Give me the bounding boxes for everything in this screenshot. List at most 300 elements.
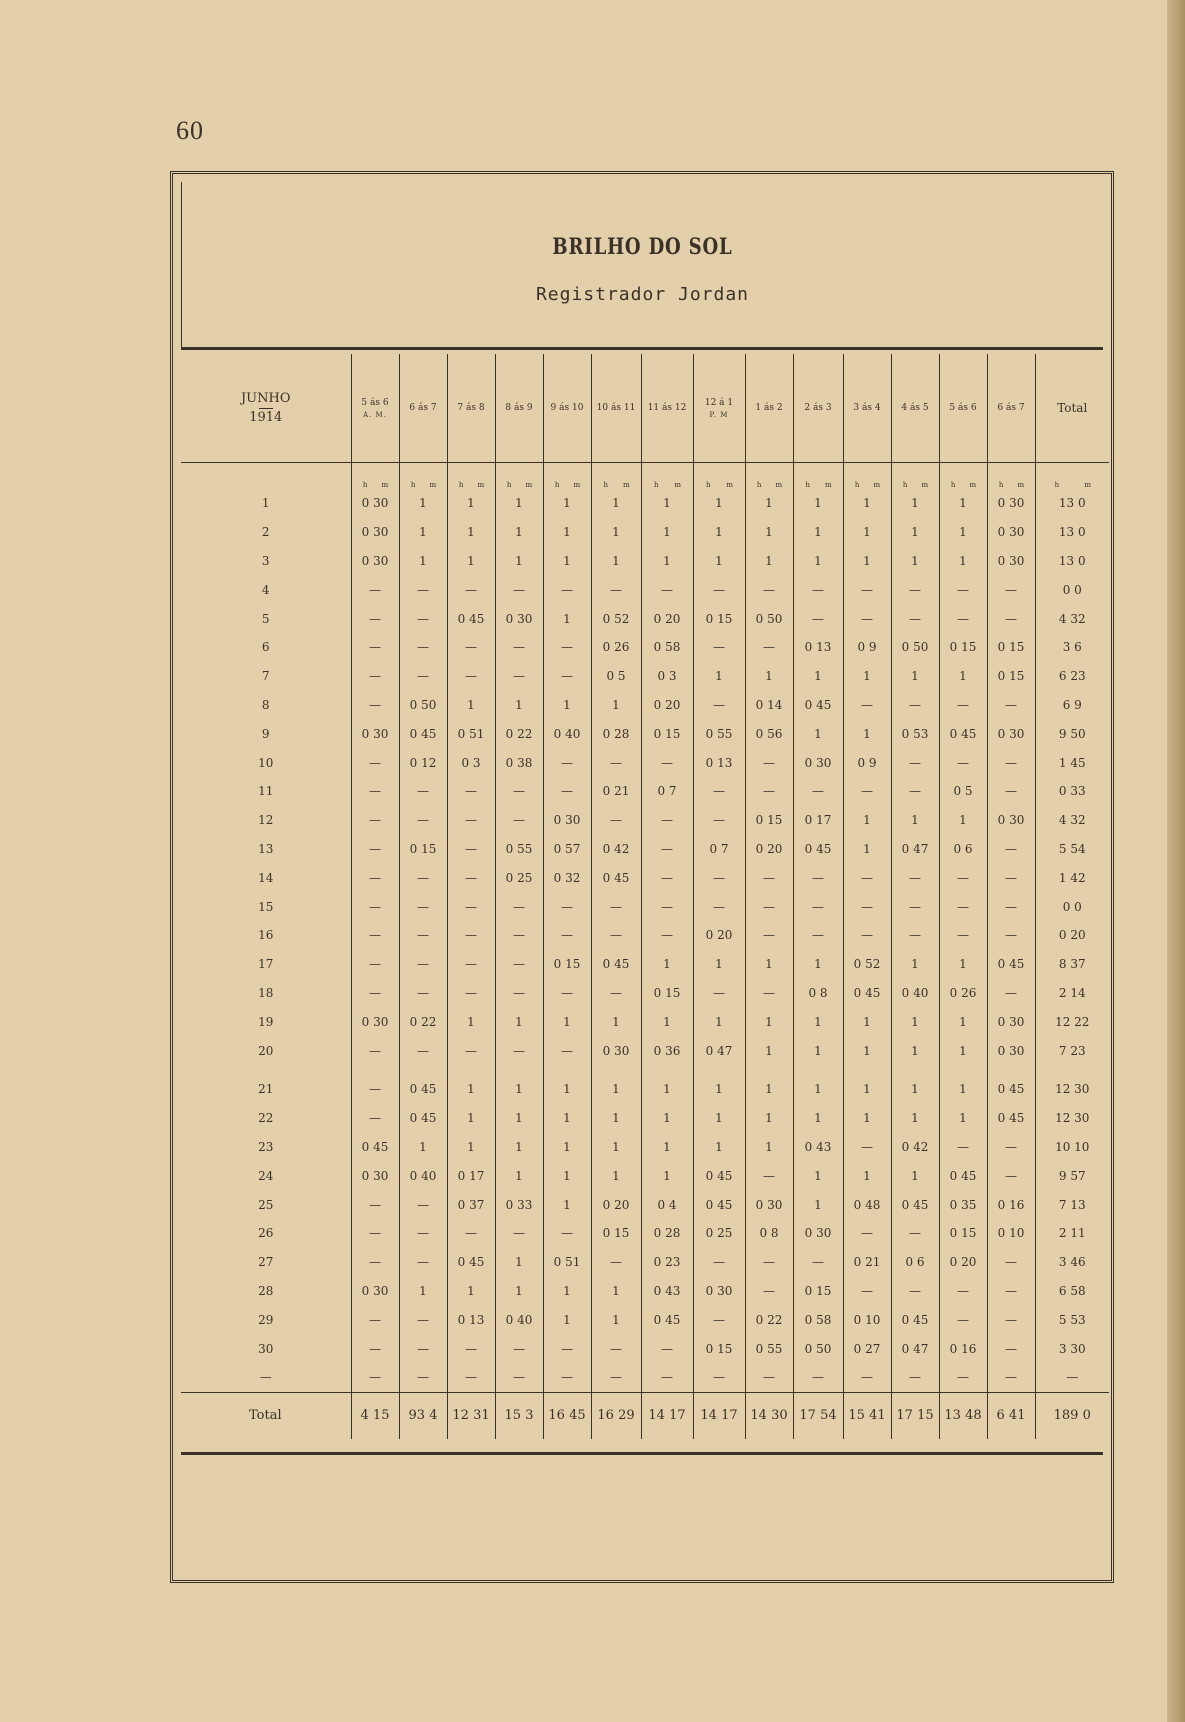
row-total-cell: 6 23	[1035, 662, 1109, 691]
value-cell: 1	[793, 518, 843, 547]
row-total-cell: 1 45	[1035, 748, 1109, 777]
month-label: JUNHO	[240, 390, 291, 406]
table-row	[181, 691, 1109, 720]
value-cell: 1	[843, 806, 891, 835]
value-cell: —	[939, 1277, 987, 1306]
value-cell: —	[543, 748, 591, 777]
value-cell: 1	[939, 662, 987, 691]
value-cell: —	[939, 1133, 987, 1162]
value-cell: —	[399, 1219, 447, 1248]
row-total-cell: 9 50	[1035, 719, 1109, 748]
unit-cell	[693, 463, 745, 490]
value-cell: 0 22	[745, 1305, 793, 1334]
unit-cell	[891, 463, 939, 490]
spacer-cell	[891, 1065, 939, 1075]
value-cell: 0 10	[987, 1219, 1035, 1248]
value-cell: —	[745, 863, 793, 892]
value-cell: —	[641, 863, 693, 892]
value-cell: —	[351, 1075, 399, 1104]
value-cell: —	[399, 633, 447, 662]
table-row	[181, 575, 1109, 604]
value-cell: —	[939, 863, 987, 892]
hour-column-label: 4 ás 5	[901, 403, 929, 413]
value-cell: 0 45	[939, 719, 987, 748]
day-cell: 29	[258, 1312, 274, 1327]
units-row	[181, 463, 1109, 490]
table-row	[181, 1219, 1109, 1248]
row-total-cell: 2 11	[1035, 1219, 1109, 1248]
value-cell: 0 55	[693, 719, 745, 748]
value-cell: —	[447, 892, 495, 921]
value-cell: —	[399, 1248, 447, 1277]
value-cell: —	[351, 1248, 399, 1277]
value-cell: 0 15	[939, 1219, 987, 1248]
value-cell: 0 3	[447, 748, 495, 777]
value-cell: 0 30	[351, 518, 399, 547]
unit-hours: h	[706, 481, 711, 489]
row-total-cell: 7 13	[1035, 1190, 1109, 1219]
value-cell: —	[351, 1104, 399, 1133]
value-cell: —	[693, 633, 745, 662]
value-cell: —	[591, 575, 641, 604]
value-cell: 0 20	[745, 835, 793, 864]
column-total-cell: 17 15	[891, 1392, 939, 1439]
value-cell: —	[591, 979, 641, 1008]
value-cell: 0 20	[641, 604, 693, 633]
unit-cell	[543, 463, 591, 490]
value-cell: 0 50	[793, 1334, 843, 1363]
row-total-cell: 3 46	[1035, 1248, 1109, 1277]
value-cell: —	[843, 777, 891, 806]
unit-hours: h	[756, 481, 762, 489]
value-cell: —	[987, 1305, 1035, 1334]
spacer-cell	[399, 1065, 447, 1075]
value-cell: —	[693, 806, 745, 835]
table-row	[181, 835, 1109, 864]
value-cell: —	[399, 979, 447, 1008]
bottom-rule	[181, 1452, 1103, 1455]
table-row	[181, 1334, 1109, 1363]
hour-column-label: 5 ás 6	[361, 397, 389, 408]
value-cell: 0 26	[591, 633, 641, 662]
value-cell: —	[351, 777, 399, 806]
unit-minutes: m	[477, 481, 485, 489]
value-cell: —	[693, 691, 745, 720]
value-cell: —	[399, 921, 447, 950]
unit-minutes: m	[921, 481, 929, 489]
unit-minutes: m	[969, 481, 977, 489]
value-cell: —	[745, 1161, 793, 1190]
table-body	[181, 489, 1109, 1439]
value-cell: —	[447, 633, 495, 662]
value-cell: —	[939, 575, 987, 604]
value-cell: 1	[891, 1104, 939, 1133]
day-cell: 4	[261, 582, 270, 597]
row-total-cell: 12 30	[1035, 1104, 1109, 1133]
day-cell: 18	[258, 985, 274, 1000]
table-row	[181, 719, 1109, 748]
value-cell: 0 7	[641, 777, 693, 806]
value-cell: 1	[745, 518, 793, 547]
day-cell: 19	[258, 1014, 274, 1029]
hour-column-label: 1 ás 2	[755, 403, 783, 413]
value-cell: 1	[939, 547, 987, 576]
value-cell: —	[399, 1190, 447, 1219]
value-cell: 1	[793, 662, 843, 691]
value-cell: 0 6	[939, 835, 987, 864]
row-total-cell: 6 58	[1035, 1277, 1109, 1306]
value-cell: 1	[447, 691, 495, 720]
unit-minutes: m	[622, 481, 630, 489]
value-cell: 0 30	[987, 806, 1035, 835]
value-cell: 1	[641, 489, 693, 518]
value-cell: 1	[447, 1133, 495, 1162]
value-cell: —	[793, 1363, 843, 1392]
value-cell: 1	[543, 1133, 591, 1162]
value-cell: 1	[891, 489, 939, 518]
value-cell: 0 45	[591, 950, 641, 979]
value-cell: —	[987, 1161, 1035, 1190]
value-cell: 0 7	[693, 835, 745, 864]
value-cell: 1	[793, 719, 843, 748]
value-cell: 0 45	[693, 1190, 745, 1219]
row-total-cell: —	[1035, 1363, 1109, 1392]
value-cell: 1	[495, 1075, 543, 1104]
value-cell: 1	[793, 1036, 843, 1065]
value-cell: —	[351, 1190, 399, 1219]
value-cell: 1	[399, 1277, 447, 1306]
value-cell: 0 45	[793, 835, 843, 864]
value-cell: 1	[693, 1007, 745, 1036]
value-cell: —	[495, 1036, 543, 1065]
value-cell: 1	[745, 547, 793, 576]
value-cell: 0 13	[793, 633, 843, 662]
value-cell: 1	[745, 1104, 793, 1133]
value-cell: 0 45	[447, 1248, 495, 1277]
value-cell: 1	[745, 1036, 793, 1065]
value-cell: 1	[939, 489, 987, 518]
value-cell: 0 4	[641, 1190, 693, 1219]
value-cell: 1	[495, 1277, 543, 1306]
unit-hours: h	[458, 481, 464, 489]
value-cell: 1	[447, 547, 495, 576]
value-cell: —	[495, 777, 543, 806]
value-cell: 0 48	[843, 1190, 891, 1219]
day-cell: 15	[258, 899, 274, 914]
day-cell: 30	[258, 1341, 274, 1356]
value-cell: 0 32	[543, 863, 591, 892]
value-cell: —	[793, 1248, 843, 1277]
spacer-cell	[987, 1065, 1035, 1075]
day-cell: 20	[258, 1043, 274, 1058]
unit-cell	[495, 463, 543, 490]
spacer-cell	[641, 1065, 693, 1075]
day-cell: 16	[258, 928, 274, 943]
value-cell: 0 30	[987, 1036, 1035, 1065]
value-cell: 0 45	[399, 1075, 447, 1104]
value-cell: 0 15	[641, 979, 693, 1008]
column-total-cell: 14 17	[641, 1392, 693, 1439]
value-cell: 0 52	[843, 950, 891, 979]
spacer-cell	[843, 1065, 891, 1075]
value-cell: 1	[447, 1277, 495, 1306]
hour-column-header	[843, 354, 891, 463]
value-cell: 1	[939, 950, 987, 979]
unit-hours: h	[1054, 481, 1060, 489]
row-total-cell: 7 23	[1035, 1036, 1109, 1065]
value-cell: —	[843, 921, 891, 950]
unit-cell	[843, 463, 891, 490]
unit-hours: h	[410, 481, 416, 489]
value-cell: —	[793, 777, 843, 806]
value-cell: —	[987, 748, 1035, 777]
value-cell: 1	[891, 518, 939, 547]
value-cell: —	[987, 1133, 1035, 1162]
value-cell: 1	[641, 1007, 693, 1036]
unit-cell	[447, 463, 495, 490]
value-cell: 0 45	[987, 950, 1035, 979]
value-cell: 0 30	[987, 489, 1035, 518]
value-cell: 0 30	[987, 547, 1035, 576]
value-cell: —	[641, 575, 693, 604]
value-cell: 0 30	[745, 1190, 793, 1219]
value-cell: 0 40	[891, 979, 939, 1008]
value-cell: 0 15	[745, 806, 793, 835]
page-subtitle: Registrador Jordan	[535, 284, 750, 305]
value-cell: 1	[939, 1007, 987, 1036]
value-cell: 0 30	[987, 518, 1035, 547]
value-cell: —	[891, 777, 939, 806]
value-cell: 1	[543, 489, 591, 518]
unit-hours: h	[506, 481, 512, 489]
value-cell: 0 45	[693, 1161, 745, 1190]
hour-column-header	[591, 354, 641, 463]
value-cell: 1	[793, 1190, 843, 1219]
value-cell: 1	[399, 489, 447, 518]
value-cell: 1	[399, 1133, 447, 1162]
unit-hours: h	[603, 481, 608, 489]
unit-minutes: m	[429, 481, 437, 489]
value-cell: 1	[591, 1104, 641, 1133]
value-cell: 1	[745, 1075, 793, 1104]
value-cell: 1	[543, 1161, 591, 1190]
value-cell: —	[891, 691, 939, 720]
value-cell: —	[987, 921, 1035, 950]
value-cell: 1	[693, 662, 745, 691]
value-cell: 1	[843, 662, 891, 691]
row-total-cell: 0 0	[1035, 575, 1109, 604]
value-cell: —	[399, 662, 447, 691]
value-cell: 0 37	[447, 1190, 495, 1219]
row-total-cell: 9 57	[1035, 1161, 1109, 1190]
value-cell: 0 20	[591, 1190, 641, 1219]
value-cell: 1	[745, 1133, 793, 1162]
value-cell: —	[351, 892, 399, 921]
day-cell: 12	[258, 813, 274, 828]
value-cell: —	[495, 979, 543, 1008]
value-cell: 0 58	[641, 633, 693, 662]
value-cell: —	[447, 1363, 495, 1392]
value-cell: 1	[891, 662, 939, 691]
hour-column-header	[793, 354, 843, 463]
value-cell: 1	[447, 1104, 495, 1133]
value-cell: —	[891, 1277, 939, 1306]
table-row	[181, 806, 1109, 835]
value-cell: —	[591, 1363, 641, 1392]
value-cell: 0 8	[793, 979, 843, 1008]
unit-minutes: m	[1084, 481, 1091, 489]
value-cell: —	[591, 1334, 641, 1363]
value-cell: 0 9	[843, 748, 891, 777]
value-cell: —	[843, 604, 891, 633]
value-cell: 1	[843, 518, 891, 547]
value-cell: —	[351, 1219, 399, 1248]
unit-hours: h	[554, 481, 560, 489]
table-row	[181, 489, 1109, 518]
table-row	[181, 1277, 1109, 1306]
spacer-cell	[939, 1065, 987, 1075]
value-cell: —	[543, 777, 591, 806]
spacer-cell	[793, 1065, 843, 1075]
value-cell: —	[693, 892, 745, 921]
value-cell: 1	[843, 1036, 891, 1065]
value-cell: 1	[693, 518, 745, 547]
value-cell: —	[693, 575, 745, 604]
unit-minutes: m	[525, 481, 533, 489]
column-total-cell: 15 3	[495, 1392, 543, 1439]
value-cell: 0 30	[351, 719, 399, 748]
row-total-cell: 12 30	[1035, 1075, 1109, 1104]
value-cell: 0 30	[351, 547, 399, 576]
value-cell: 0 51	[543, 1248, 591, 1277]
unit-minutes: m	[873, 481, 881, 489]
unit-minutes: m	[381, 481, 389, 489]
value-cell: 0 45	[987, 1075, 1035, 1104]
unit-minutes: m	[674, 481, 682, 489]
value-cell: —	[351, 1363, 399, 1392]
value-cell: 1	[495, 518, 543, 547]
units-spacer	[181, 463, 351, 490]
spacer-cell	[351, 1065, 399, 1075]
row-total-cell: 3 6	[1035, 633, 1109, 662]
value-cell: 0 45	[399, 719, 447, 748]
value-cell: 1	[793, 1104, 843, 1133]
value-cell: —	[891, 748, 939, 777]
row-total-cell: 13 0	[1035, 518, 1109, 547]
value-cell: 1	[939, 1104, 987, 1133]
value-cell: —	[693, 777, 745, 806]
value-cell: 0 10	[843, 1305, 891, 1334]
value-cell: 0 43	[793, 1133, 843, 1162]
column-total-cell: 15 41	[843, 1392, 891, 1439]
value-cell: 0 30	[543, 806, 591, 835]
value-cell: 1	[745, 1007, 793, 1036]
page-title: BRILHO DO SOL	[552, 234, 733, 260]
value-cell: —	[447, 1334, 495, 1363]
value-cell: 1	[891, 806, 939, 835]
value-cell: 0 45	[987, 1104, 1035, 1133]
value-cell: —	[591, 806, 641, 835]
value-cell: —	[641, 835, 693, 864]
value-cell: —	[351, 806, 399, 835]
table-frame	[170, 171, 1114, 1583]
value-cell: 0 26	[939, 979, 987, 1008]
value-cell: 1	[591, 1277, 641, 1306]
value-cell: 0 55	[495, 835, 543, 864]
value-cell: —	[399, 1305, 447, 1334]
value-cell: 1	[843, 1075, 891, 1104]
value-cell: —	[399, 950, 447, 979]
value-cell: 1	[641, 1161, 693, 1190]
day-cell: 17	[258, 957, 274, 972]
value-cell: —	[399, 1363, 447, 1392]
value-cell: 1	[939, 518, 987, 547]
value-cell: 1	[591, 1161, 641, 1190]
value-cell: —	[891, 892, 939, 921]
spacer-cell	[543, 1065, 591, 1075]
value-cell: 0 25	[693, 1219, 745, 1248]
value-cell: 1	[543, 1007, 591, 1036]
value-cell: 1	[641, 1104, 693, 1133]
hour-column-label: 12 á 1	[704, 397, 734, 408]
value-cell: —	[495, 633, 543, 662]
value-cell: —	[543, 1334, 591, 1363]
value-cell: 1	[543, 1075, 591, 1104]
day-cell: 2	[261, 525, 270, 540]
row-total-cell: 0 0	[1035, 892, 1109, 921]
unit-minutes: m	[726, 481, 734, 489]
value-cell: 1	[543, 691, 591, 720]
hour-column-header	[693, 354, 745, 463]
value-cell: —	[543, 662, 591, 691]
value-cell: 0 17	[447, 1161, 495, 1190]
page-number: 60	[176, 116, 204, 145]
unit-cell	[641, 463, 693, 490]
value-cell: —	[399, 863, 447, 892]
value-cell: —	[447, 835, 495, 864]
value-cell: 0 58	[793, 1305, 843, 1334]
value-cell: 0 30	[693, 1277, 745, 1306]
value-cell: —	[447, 1036, 495, 1065]
value-cell: —	[351, 950, 399, 979]
column-total-cell: 4 15	[351, 1392, 399, 1439]
day-cell: 22	[258, 1111, 274, 1126]
unit-hours: h	[854, 481, 860, 489]
value-cell: 0 36	[641, 1036, 693, 1065]
value-cell: —	[543, 575, 591, 604]
row-total-cell: 0 33	[1035, 777, 1109, 806]
unit-hours: h	[362, 481, 368, 489]
table-row	[181, 863, 1109, 892]
value-cell: 0 8	[745, 1219, 793, 1248]
unit-hours: h	[805, 481, 810, 489]
value-cell: 1	[745, 662, 793, 691]
value-cell: —	[987, 863, 1035, 892]
hour-column-header	[745, 354, 793, 463]
value-cell: —	[543, 633, 591, 662]
spacer-cell	[745, 1065, 793, 1075]
value-cell: —	[891, 1219, 939, 1248]
value-cell: 1	[543, 1104, 591, 1133]
value-cell: 0 15	[987, 662, 1035, 691]
value-cell: —	[447, 950, 495, 979]
value-cell: —	[693, 1248, 745, 1277]
value-cell: —	[495, 921, 543, 950]
value-cell: 0 33	[495, 1190, 543, 1219]
spacer-cell	[1035, 1065, 1109, 1075]
totals-row	[181, 1392, 1109, 1439]
row-total-cell: 8 37	[1035, 950, 1109, 979]
